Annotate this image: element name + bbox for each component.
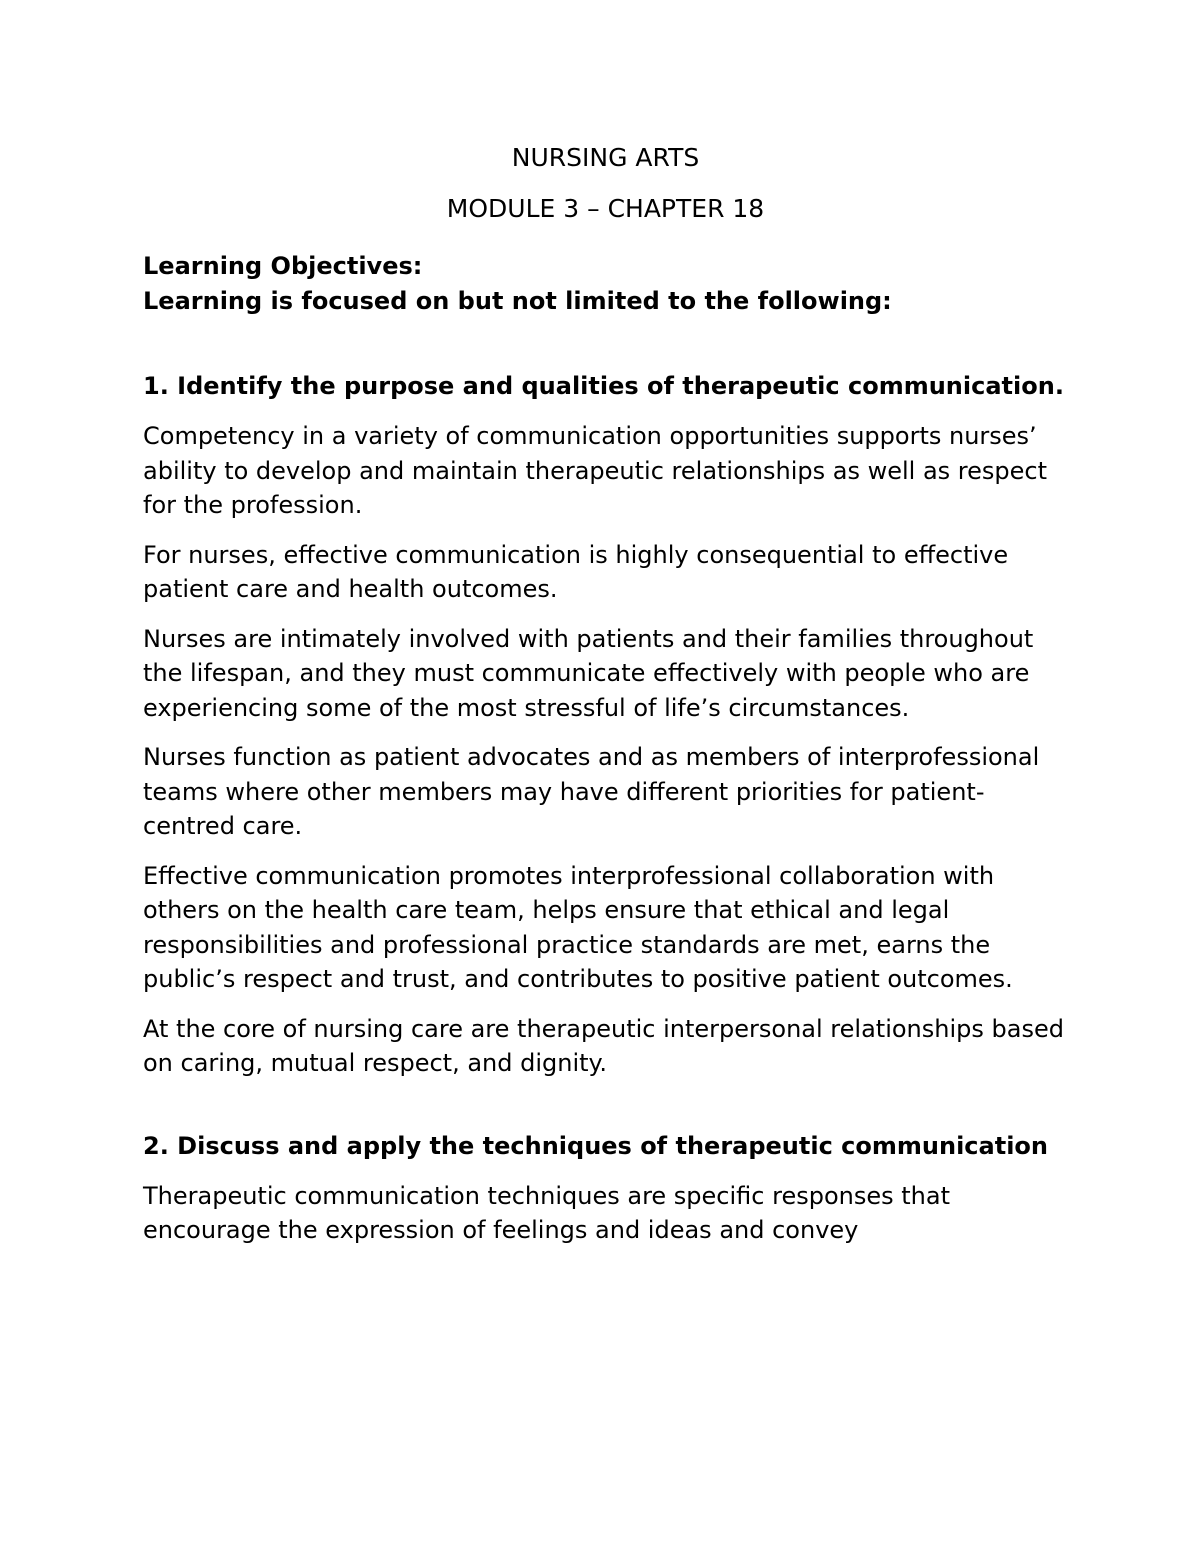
section-heading: 1. Identify the purpose and qualities of therapeutic communication. <box>143 372 1064 400</box>
section-2 <box>143 1129 1068 1248</box>
objectives-intro: Learning is focused on but not limited to the following: <box>143 287 892 315</box>
section-paragraph: Therapeutic communication techniques are specific responses that encourage the expression of feelings and ideas and convey <box>143 1181 950 1244</box>
section-1 <box>143 369 1068 1081</box>
objectives-label: Learning Objectives: <box>143 252 423 280</box>
section-paragraph: Effective communication promotes interprofessional collaboration with others on the health care team, helps ensure that ethical and legal responsibilities and professional practice standards are met, earns the public’s respect and trust, and contributes to positive patient outcomes. <box>143 861 1013 993</box>
learning-objectives-block <box>143 249 1068 319</box>
document-page <box>143 138 1068 1248</box>
section-paragraph: At the core of nursing care are therapeutic interpersonal relationships based on caring, mutual respect, and dignity. <box>143 1014 1064 1077</box>
section-heading: 2. Discuss and apply the techniques of therapeutic communication <box>143 1131 1048 1160</box>
section-paragraph: Nurses function as patient advocates and as members of interprofessional teams where other members may have different priorities for patient-centred care. <box>143 743 1040 840</box>
section-paragraph: For nurses, effective communication is highly consequential to effective patient care and health outcomes. <box>143 540 1009 603</box>
section-paragraph: Competency in a variety of communication opportunities supports nurses’ ability to develop and maintain therapeutic relationships as well as respect for the profession. <box>143 422 1047 519</box>
document-title: NURSING ARTS <box>511 143 700 172</box>
document-subtitle: MODULE 3 – CHAPTER 18 <box>446 194 765 223</box>
section-paragraph: Nurses are intimately involved with patients and their families throughout the lifespan, and they must communicate effectively with people who are experiencing some of the most stressful of life’s circumstances. <box>143 624 1034 722</box>
